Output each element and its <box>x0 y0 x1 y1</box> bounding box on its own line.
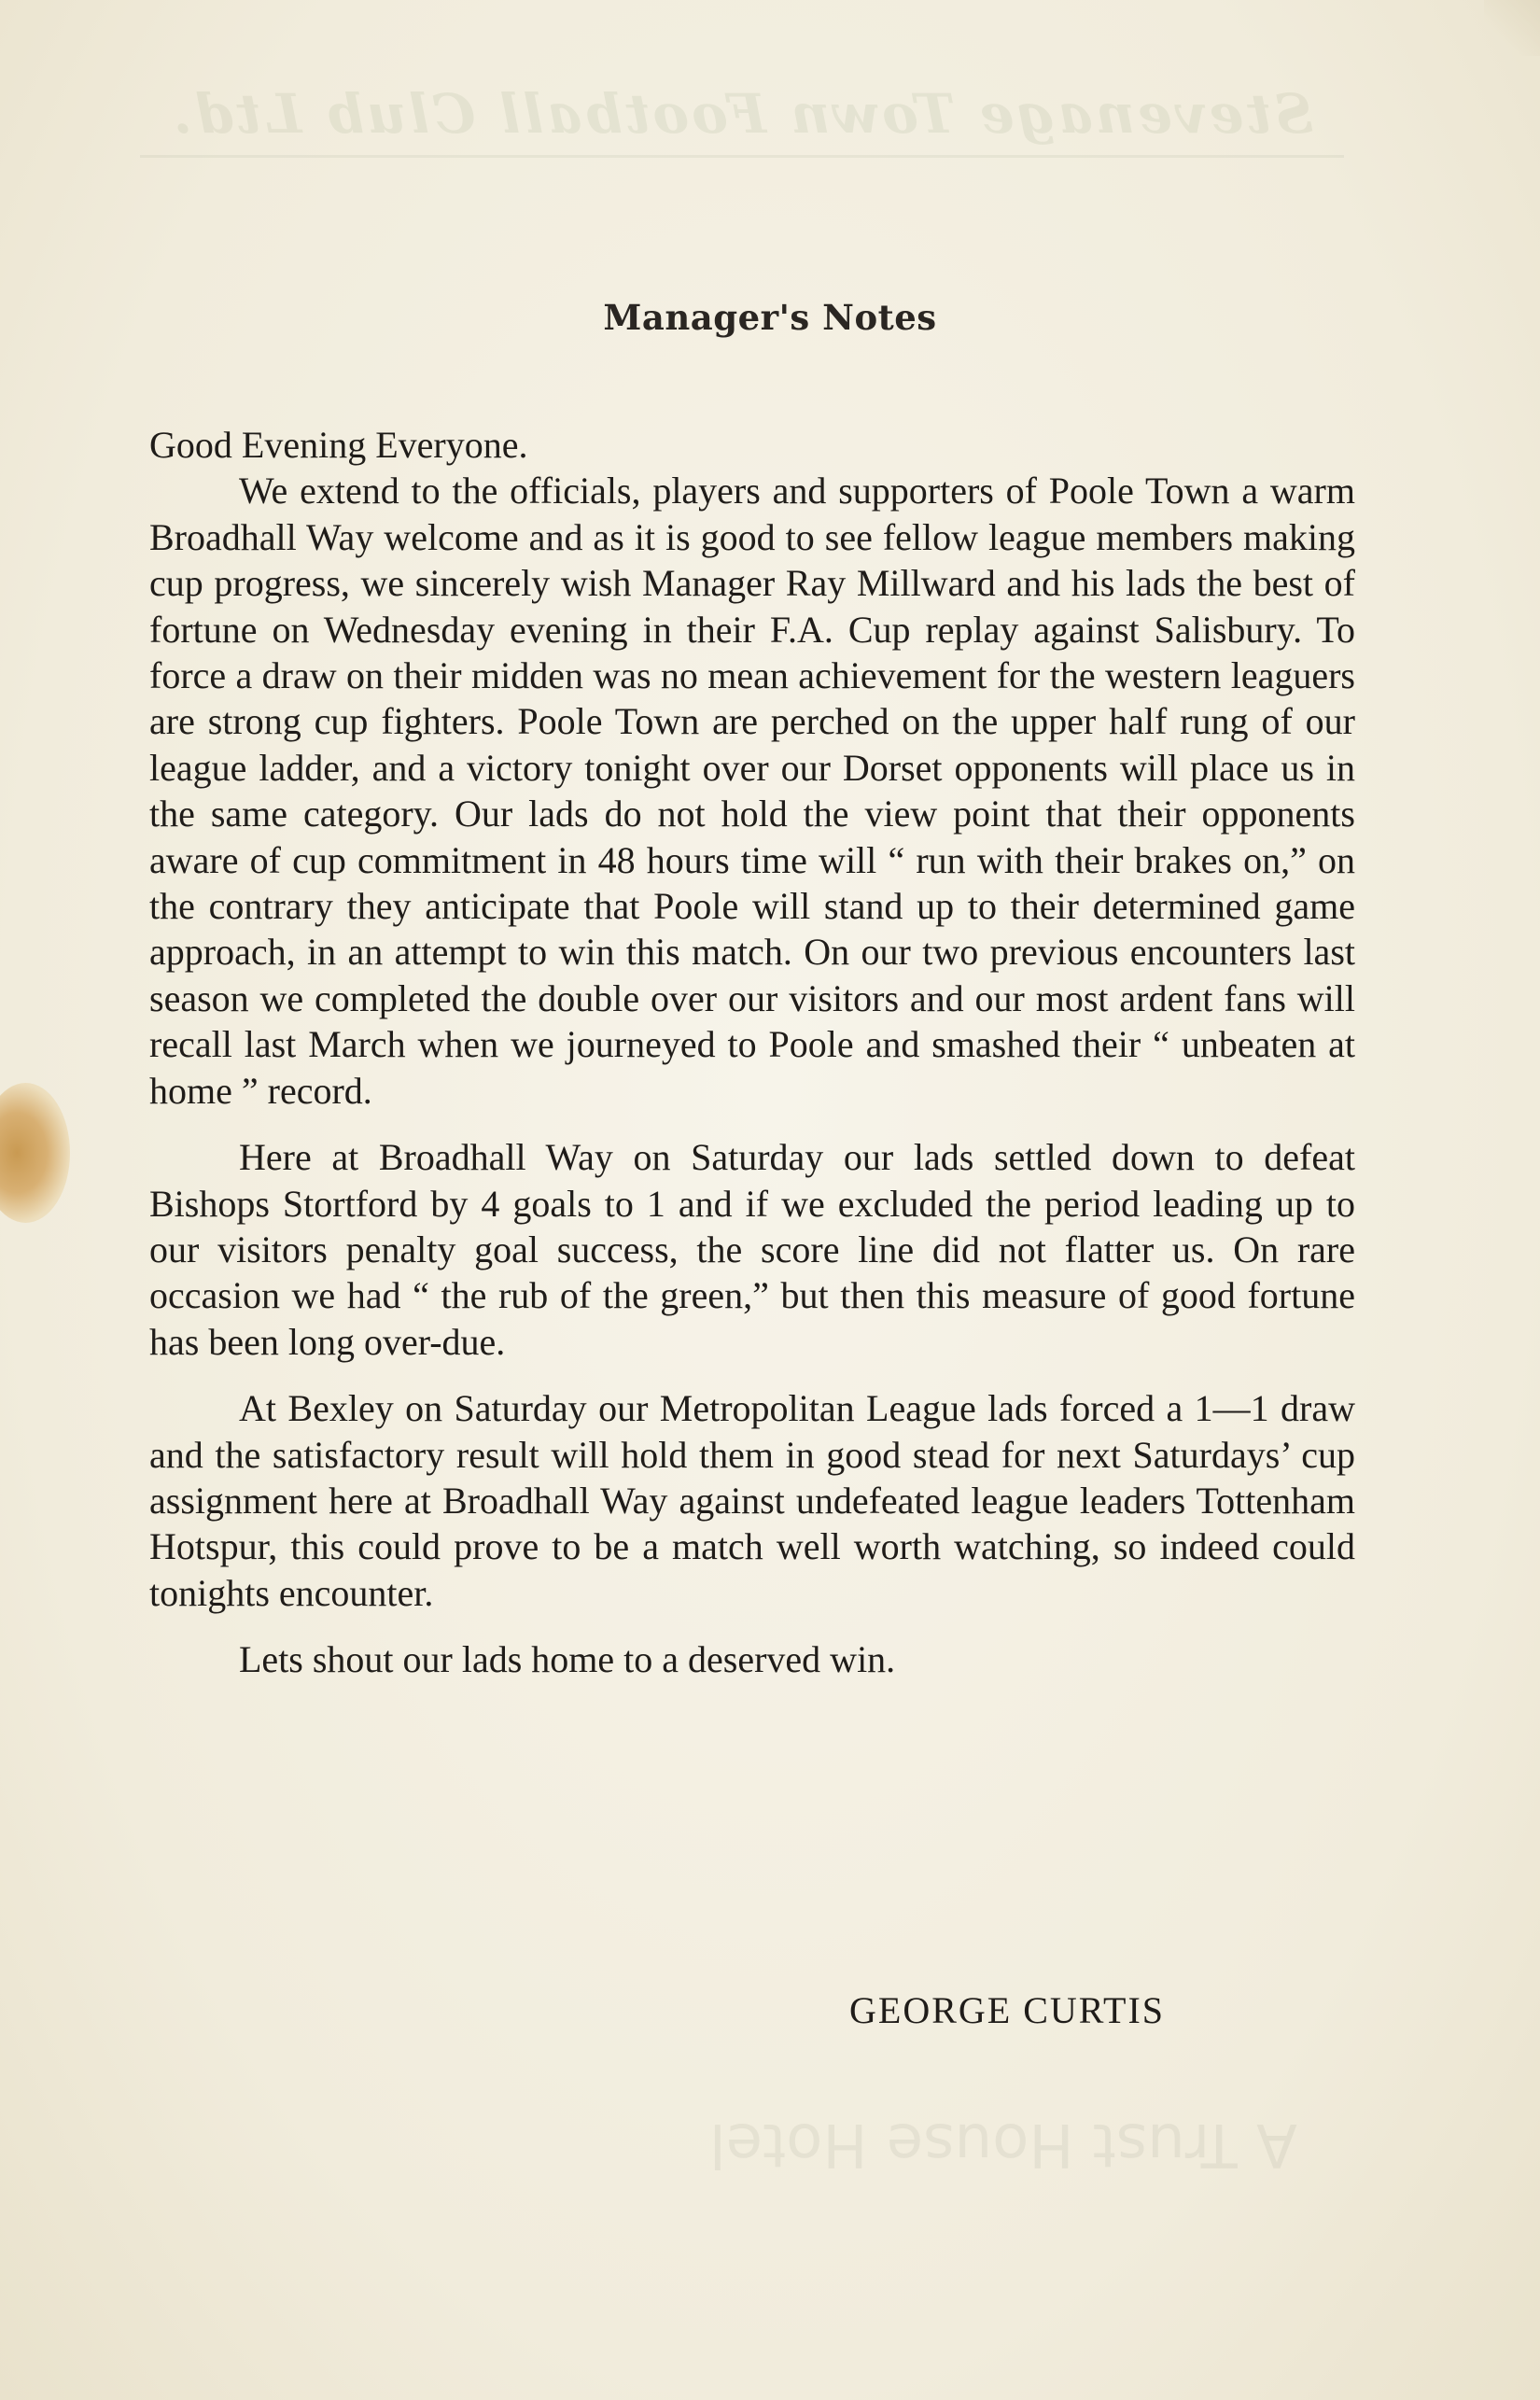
paragraph-closing: Lets shout our lads home to a deserved win. <box>239 1638 896 1681</box>
paragraph-saturday-result: Here at Broadhall Way on Saturday our lads settled down to defeat Bishops Stortford by 4 goals to 1 and if we excluded the period leading up to our visitors penalty goal success, the score line did not flatter us. On rare occasion we had “ the rub of the green,” but then this measure of good fortune has been long over-due. <box>149 1136 1355 1363</box>
paragraph-metropolitan-league: At Bexley on Saturday our Metropolitan League lads forced a 1—1 draw and the satisfactory result will hold them in good stead for next Saturdays’ cup assignment here at Broadhall Way against undefeated league leaders Tottenham Hotspur, this could prove to be a match well worth watching, so indeed could tonights encounter. <box>149 1387 1355 1614</box>
page-corner-fold <box>1484 0 1540 56</box>
bleed-through-header: Stevenage Town Football Club Ltd. <box>140 82 1344 158</box>
notes-body <box>149 422 1355 1692</box>
greeting: Good Evening Everyone. <box>149 424 528 466</box>
water-stain <box>0 1083 70 1223</box>
page-title: Manager's Notes <box>603 297 937 338</box>
bleed-through-footer: A Trust House Hotel <box>709 2110 1297 2179</box>
signature: GEORGE CURTIS <box>849 1989 1166 2031</box>
paragraph-welcome: We extend to the officials, players and supporters of Poole Town a warm Broadhall Way welcome and as it is good to see fellow league members making cup progress, we sincerely wish Manager Ray Millward and his lads the best of fortune on Wednesday evening in their F.A. Cup replay against Salisbury. To force a draw on their midden was no mean achievement for the western leaguers are strong cup fighters. Poole Town are perched on the upper half rung of our league ladder, and a victory tonight over our Dorset opponents will place us in the same category. Our lads do not hold the view point that their opponents aware of cup commitment in 48 hours time will “ run with their brakes on,” on the contrary they anticipate that Poole will stand up to their determined game approach, in an attempt to win this match. On our two previous encounters last season we completed the double over our visitors and our most ardent fans will recall last March when we journeyed to Poole and smashed their “ unbeaten at home ” record. <box>149 470 1355 1112</box>
